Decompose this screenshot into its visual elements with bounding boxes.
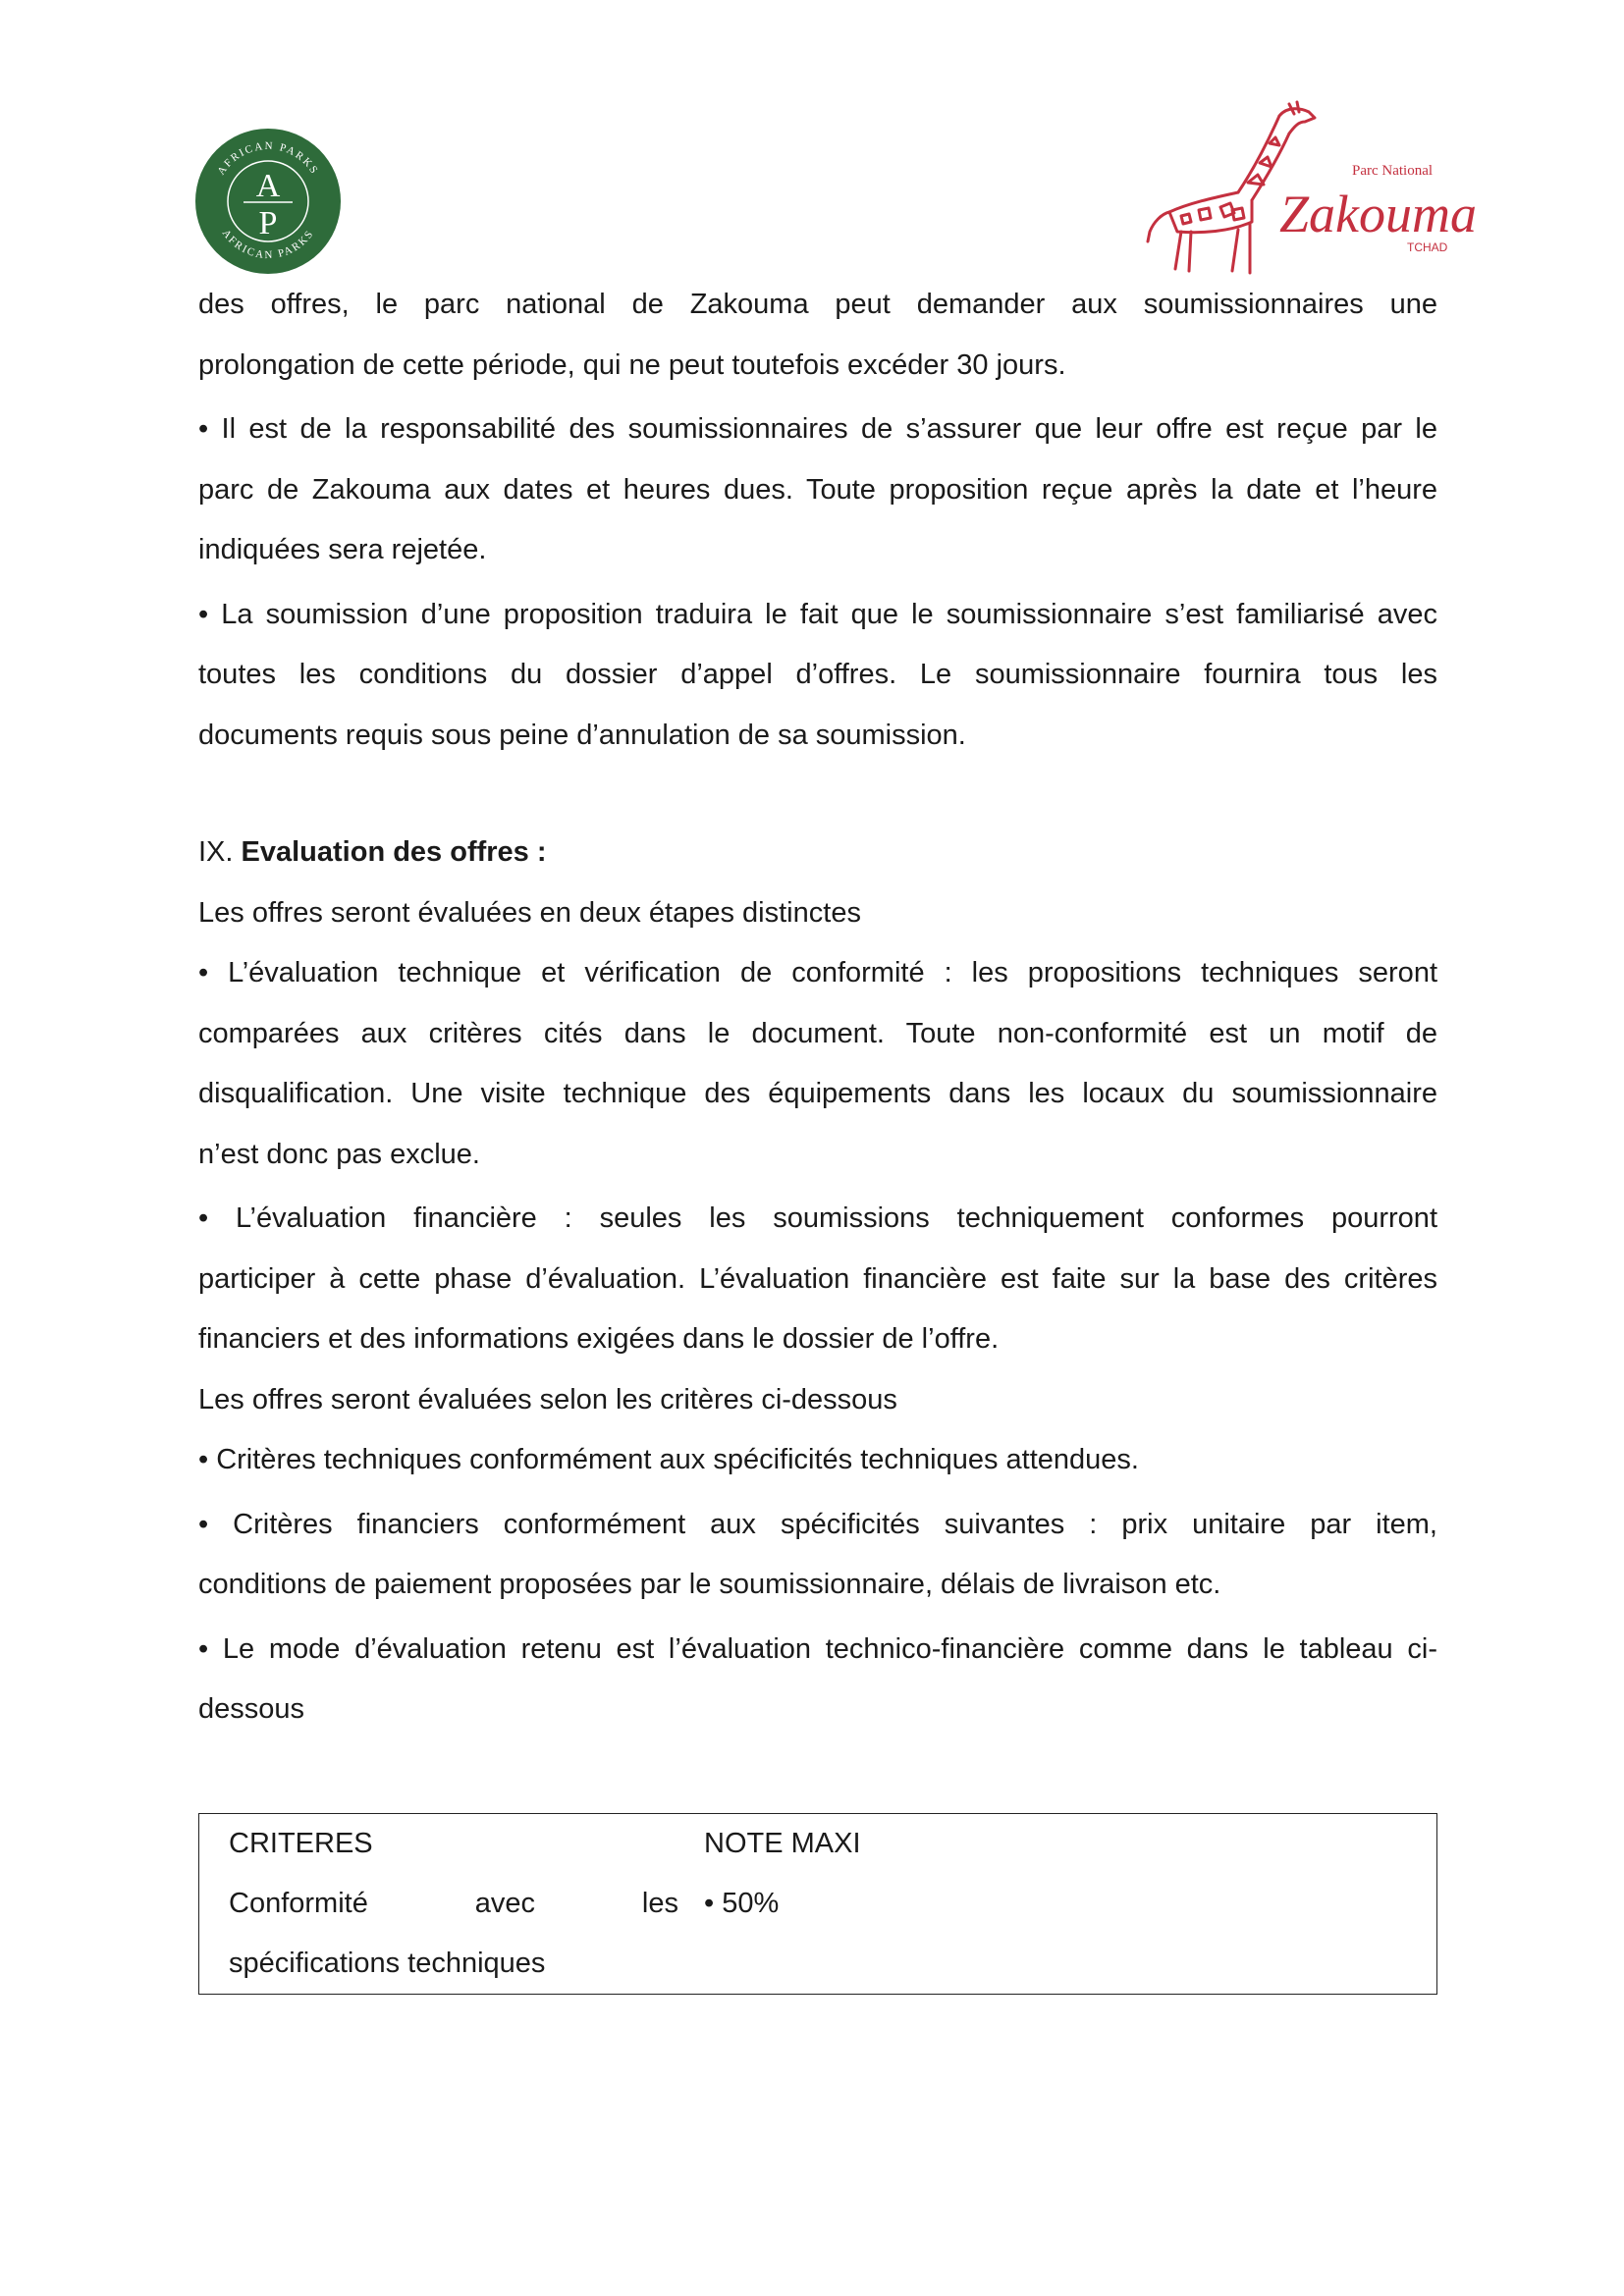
paragraph-line: • L’évaluation technique et vérification de conformité : les propositions techniques seront: [198, 957, 1437, 988]
zakouma-logo: [1142, 94, 1477, 283]
paragraph-line: parc de Zakouma aux dates et heures dues. Toute proposition reçue après la date et l’heure: [198, 473, 1437, 506]
document-body: [198, 275, 1437, 1740]
zakouma-country: TCHAD: [1407, 240, 1448, 254]
svg-text:P: P: [258, 205, 278, 241]
paragraph-line: conditions de paiement proposées par le soumissionnaire, délais de livraison etc.: [198, 1569, 1221, 1600]
paragraph-line: disqualification. Une visite technique des équipements dans les locaux du soumissionnaire: [198, 1078, 1437, 1109]
svg-text:A: A: [255, 168, 281, 204]
table-header-note: NOTE MAXI: [704, 1828, 861, 1859]
african-parks-logo: [194, 128, 342, 275]
paragraph-line: indiquées sera rejetée.: [198, 534, 487, 565]
paragraph-line: participer à cette phase d’évaluation. L’évaluation financière est faite sur la base des critères: [198, 1262, 1437, 1295]
paragraph-line: Les offres seront évaluées en deux étapes distinctes: [198, 896, 861, 929]
zakouma-name: Zakouma: [1279, 185, 1477, 243]
paragraph-line: Les offres seront évaluées selon les critères ci-dessous: [198, 1383, 897, 1415]
paragraph-line: financiers et des informations exigées dans le dossier de l’offre.: [198, 1323, 1000, 1355]
paragraph-line: des offres, le parc national de Zakouma peut demander aux soumissionnaires une: [198, 289, 1437, 320]
paragraph-line: • La soumission d’une proposition traduira le fait que le soumissionnaire s’est familiarisé avec: [198, 598, 1437, 630]
table-cell-note: • 50%: [704, 1888, 780, 1919]
paragraph-line: • Critères techniques conformément aux spécificités techniques attendues.: [198, 1444, 1139, 1475]
section-number: IX.: [198, 836, 242, 868]
section-title: Evaluation des offres :: [241, 836, 547, 868]
paragraph-line: • Critères financiers conformément aux spécificités suivantes : prix unitaire par item,: [198, 1508, 1437, 1540]
ap-bottom-text: AFRICAN PARKS: [219, 227, 317, 262]
paragraph-line: comparées aux critères cités dans le document. Toute non-conformité est un motif de: [198, 1017, 1437, 1049]
paragraph-line: • Le mode d’évaluation retenu est l’évaluation technico-financière comme dans le tableau ci-: [198, 1632, 1437, 1665]
table-cell-criteria-cont: spécifications techniques: [229, 1948, 546, 1979]
table-cell-criteria: Conformité avec les: [229, 1888, 678, 1919]
table-header-criteria: CRITERES: [229, 1828, 373, 1859]
paragraph-line: prolongation de cette période, qui ne peut toutefois excéder 30 jours.: [198, 348, 1066, 381]
criteria-table: [198, 1813, 1437, 1995]
zakouma-small-text: Parc National: [1352, 163, 1434, 179]
paragraph-line: n’est donc pas exclue.: [198, 1138, 480, 1170]
paragraph-line: dessous: [198, 1693, 305, 1725]
paragraph-line: • Il est de la responsabilité des soumissionnaires de s’assurer que leur offre est reçue par le: [198, 413, 1437, 445]
section-heading: [198, 823, 1437, 883]
paragraph-line: documents requis sous peine d’annulation de sa soumission.: [198, 719, 966, 751]
paragraph-line: • L’évaluation financière : seules les soumissions techniquement conformes pourront: [198, 1202, 1437, 1234]
paragraph-line: toutes les conditions du dossier d’appel d’offres. Le soumissionnaire fournira tous les: [198, 659, 1437, 690]
ap-top-text: AFRICAN PARKS: [215, 139, 321, 178]
